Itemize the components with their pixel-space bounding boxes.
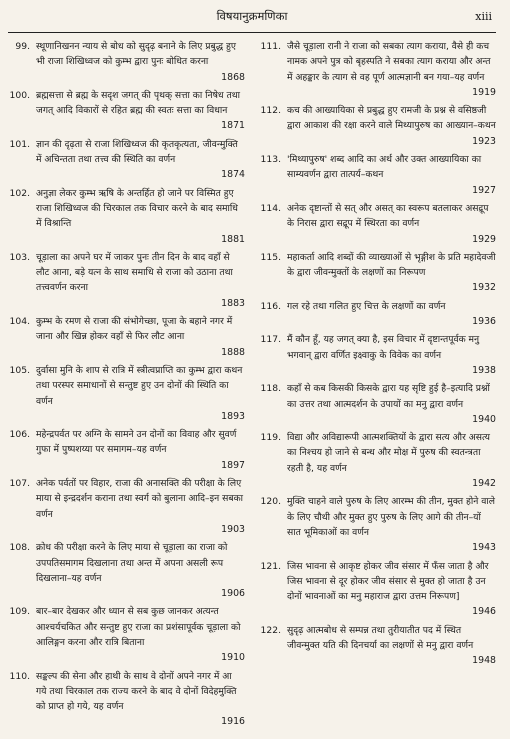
entry-content: [287, 299, 496, 330]
entry-number: 100.: [9, 89, 30, 101]
entry-page-number: 1936: [472, 316, 496, 328]
entry-page-number: 1893: [221, 410, 245, 422]
entry-content: [287, 494, 496, 555]
entry-page-number: 1897: [221, 459, 245, 471]
entry-number: 115.: [260, 251, 281, 263]
entry-title: स्थूणानिखनन न्याय से बोध को सुदृढ़ बनाने के लिए प्रबुद्ध हुए भी राजा शिखिध्वज को कुम्भ द्वारा पुनः बोधित करना: [36, 41, 236, 68]
entry-content: [36, 669, 245, 730]
entry-title: सुदृढ़ आत्मबोध से सम्पन्न तथा तुरीयातीत पद में स्थित जीवन्मुक्त यति की दिनचर्या का लक्षणों से मनु द्वारा वर्णन: [287, 624, 474, 651]
entry-title: महेन्द्रपर्वत पर अग्नि के सामने उन दोनों का विवाह और सुवर्ण गुफा में पुष्पशय्या पर समागम–यह वर्णन: [36, 429, 237, 456]
toc-left-column: [8, 39, 245, 733]
entry-content: [287, 103, 496, 149]
entry-number: 102.: [9, 187, 30, 199]
toc-entry: [8, 88, 245, 134]
toc-entry: [8, 137, 245, 183]
toc-entry: [8, 540, 245, 601]
entry-number: 103.: [9, 251, 30, 263]
entry-page-number: 1940: [472, 413, 496, 425]
entry-content: [36, 88, 245, 134]
toc-entry: [259, 332, 496, 378]
entry-title: ज्ञान की दृढ़ता से राजा शिखिध्वज की कृतकृत्यता, जीवन्मुक्ति में अचिन्तता तथा तत्त्व की स्थिति का वर्णन: [36, 138, 238, 166]
entry-page-number: 1906: [221, 588, 245, 600]
entry-title: महाकर्ता आदि शब्दों की व्याख्याओं से भृङ्गीश के प्रति महादेवजी के द्वारा जीवन्मुक्तों के लक्षणों का निरूपण: [287, 251, 496, 279]
entry-number: 108.: [9, 542, 30, 554]
entry-number: 113.: [260, 154, 281, 166]
entry-content: [36, 476, 245, 537]
entry-content: [36, 540, 245, 601]
entry-title: चूड़ाला का अपने घर में जाकर पुनः तीन दिन के बाद वहाँ से लौट आना, बड़े यत्न के साथ समाधि से राजा को उठाना तथा तत्त्ववर्णन करना: [36, 251, 233, 294]
entry-number: 118.: [260, 383, 281, 395]
entry-content: [36, 186, 245, 247]
entry-page-number: 1932: [472, 282, 496, 294]
entry-number: 109.: [9, 606, 30, 618]
toc-entry: [259, 494, 496, 555]
entry-page-number: 1923: [472, 135, 496, 147]
entry-number: 114.: [260, 202, 281, 214]
toc-entry: [8, 363, 245, 424]
entry-page-number: 1871: [221, 120, 245, 132]
entry-content: [287, 201, 496, 247]
toc-entry: [259, 623, 496, 669]
entry-number: 110.: [9, 670, 30, 682]
toc-entry: [259, 559, 496, 620]
entry-content: [36, 604, 245, 665]
entry-page-number: 1881: [221, 233, 245, 245]
entry-page-number: 1910: [221, 652, 245, 664]
entry-title: विद्या और अविद्यारूपी आत्मशक्तियों के द्वारा सत्य और असत्य का निश्चय हो जाने से बन्ध और मोक्ष में पुरुष की स्वतन्त्रता रहती है, यह वर्णन: [287, 432, 490, 474]
toc-entry: [259, 201, 496, 247]
entry-page-number: 1903: [221, 523, 245, 535]
toc-entry: [259, 381, 496, 427]
entry-title: सङ्कल्प की सेना और हाथी के साथ वे दोनों अपने नगर में आ गये तथा चिरकाल तक राज्य करने के बाद वे दोनों विदेहमुक्ति को प्राप्त हो गये, यह वर्णन: [36, 670, 237, 713]
entry-page-number: 1943: [472, 542, 496, 554]
entry-title: अनेक दृष्टान्तों से सत् और असत् का स्वरूप बतलाकर असद्रूप के निरास द्वारा सद्रूप में स्थिरता का वर्णन: [287, 202, 489, 230]
entry-page-number: 1919: [472, 86, 496, 98]
entry-title: दुर्वासा मुनि के शाप से रात्रि में स्त्रीत्वप्राप्ति का कुम्भ द्वारा कथन तथा परस्पर समाधानों से सन्तुष्ट हुए उन दोनों की स्थिति का वर्णन: [36, 364, 243, 407]
toc-entry: [8, 186, 245, 247]
entry-number: 119.: [260, 432, 281, 444]
entry-number: 117.: [260, 334, 281, 346]
entry-title: ब्रह्मसत्ता से ब्रह्म के सदृश जगत् की पृथक् सत्ता का निषेध तथा जगत् आदि विकारों से रहित ब्रह्म की स्वतः सत्ता का विधान: [36, 89, 240, 117]
entry-title: जिस भावना से आकृष्ट होकर जीव संसार में फँस जाता है और जिस भावना से दूर होकर जीव संसार से मुक्त हो जाता है उन दोनों भावनाओं का मनु महाराज द्वारा उत्तम निरूपण]: [287, 560, 489, 603]
toc-entry: [8, 669, 245, 730]
entry-content: [287, 250, 496, 296]
entry-content: [36, 137, 245, 183]
entry-content: [287, 559, 496, 620]
entry-title: अनेक पर्वतों पर विहार, राजा की अनासक्ति की परीक्षा के लिए माया से इन्द्रदर्शन कराना तथा स्वर्ग को बुलाना आदि–इन सबका वर्णन: [36, 478, 244, 520]
entry-page-number: 1883: [221, 297, 245, 309]
entry-number: 120.: [260, 496, 281, 508]
entry-content: [287, 332, 496, 378]
entry-page-number: 1874: [221, 169, 245, 181]
page-title: विषयानुक्रमणिका: [216, 9, 288, 23]
entry-content: [36, 363, 245, 424]
entry-content: [36, 39, 245, 85]
entry-number: 122.: [260, 624, 281, 636]
entry-content: [287, 381, 496, 427]
entry-number: 116.: [260, 300, 281, 312]
toc-entry: [8, 604, 245, 665]
entry-title: कच की आख्यायिका से प्रबुद्ध हुए रामजी के प्रश्न से वसिष्ठजी द्वारा आकाश की रक्षा करने वाले मिथ्यापुरुष का आख्यान–कथन: [287, 105, 496, 132]
page-number: xiii: [475, 10, 492, 23]
entry-page-number: 1948: [472, 655, 496, 667]
entry-title: मुक्ति चाहने वाले पुरुष के लिए आरम्भ की तीन, मुक्त होने वाले के लिए चौथी और मुक्त हुए पुरुष के लिए आगे की तीन–यों सात भूमिकाओं का वर्णन: [287, 496, 495, 538]
toc-entry: [259, 250, 496, 296]
entry-page-number: 1888: [221, 346, 245, 358]
entry-number: 105.: [9, 364, 30, 376]
entry-content: [287, 39, 496, 100]
entry-title: क्रोध की परीक्षा करने के लिए माया से चूड़ाला का राजा को उपपतिसमागम दिखलाना तथा अन्त में अपना असली रूप दिखलाना–यह वर्णन: [36, 542, 228, 584]
toc-entry: [259, 299, 496, 330]
page-header: [8, 6, 496, 33]
entry-title: बार–बार देखकर और ध्यान से सब कुछ जानकर अत्यन्त आश्चर्यचकित और सन्तुष्ट हुए राजा का प्रशंसापूर्वक चूड़ाला को आलिङ्गन करना और रात्रि बिताना: [36, 606, 241, 648]
toc-right-column: [259, 39, 496, 733]
entry-content: [287, 152, 496, 198]
entry-number: 111.: [260, 41, 281, 52]
entry-title: गल रहे तथा गलित हुए चित्त के लक्षणों का वर्णन: [287, 300, 446, 312]
entry-page-number: 1946: [472, 606, 496, 618]
entry-title: मैं कौन हूँ, यह जगत् क्या है, इस विचार में दृष्टान्तपूर्वक मनु भगवान् द्वारा वर्णित इक्ष्वाकु के विवेक का वर्णन: [287, 334, 480, 361]
toc-entry: [259, 103, 496, 149]
toc-entry: [259, 152, 496, 198]
entry-title: अनुज्ञा लेकर कुम्भ ऋषि के अन्तर्हित हो जाने पर विस्मित हुए राजा शिखिध्वज की चिरकाल तक विचार करने के बाद समाधि में विश्रान्ति: [36, 187, 238, 230]
entry-number: 101.: [9, 138, 30, 150]
entry-title: 'मिथ्यापुरुष' शब्द आदि का अर्थ और उक्त आख्यायिका का साम्यवर्णन द्वारा तात्पर्य–कथन: [287, 154, 482, 181]
entry-number: 121.: [260, 560, 281, 572]
entry-content: [287, 430, 496, 491]
toc-entry: [8, 314, 245, 360]
toc-entry: [259, 430, 496, 491]
entry-content: [36, 250, 245, 311]
entry-page-number: 1929: [472, 233, 496, 245]
toc-entry: [259, 39, 496, 100]
entry-page-number: 1916: [221, 716, 245, 728]
entry-title: कहाँ से कब किसकी किसके द्वारा यह सृष्टि हुई है–इत्यादि प्रश्नों का उत्तर तथा आत्मदर्शन के उपायों का मनु द्वारा वर्णन: [287, 383, 490, 410]
toc-columns: [8, 39, 496, 733]
entry-title: कुम्भ के रमण से राजा की संभोगेच्छा, पूजा के बहाने नगर में जाना और खिन्न होकर वहाँ से फिर लौट आना: [36, 316, 233, 343]
toc-entry: [8, 250, 245, 311]
entry-content: [36, 427, 245, 473]
toc-entry: [8, 427, 245, 473]
entry-page-number: 1938: [472, 364, 496, 376]
entry-number: 112.: [260, 105, 281, 117]
entry-title: जैसे चूड़ाला रानी ने राजा को सबका त्याग कराया, वैसे ही कच नामक अपने पुत्र को बृहस्पति ने सबका त्याग कराया और अन्त में अहङ्कार के त्याग से वह पूर्ण आत्मज्ञानी बन गया–यह वर्णन: [287, 41, 491, 83]
entry-number: 107.: [9, 478, 30, 490]
entry-content: [287, 623, 496, 669]
entry-number: 99.: [15, 41, 30, 52]
toc-entry: [8, 476, 245, 537]
entry-number: 104.: [9, 316, 30, 328]
entry-number: 106.: [9, 429, 30, 441]
entry-page-number: 1868: [221, 71, 245, 83]
entry-page-number: 1942: [472, 478, 496, 490]
entry-page-number: 1927: [472, 184, 496, 196]
entry-content: [36, 314, 245, 360]
toc-entry: [8, 39, 245, 85]
